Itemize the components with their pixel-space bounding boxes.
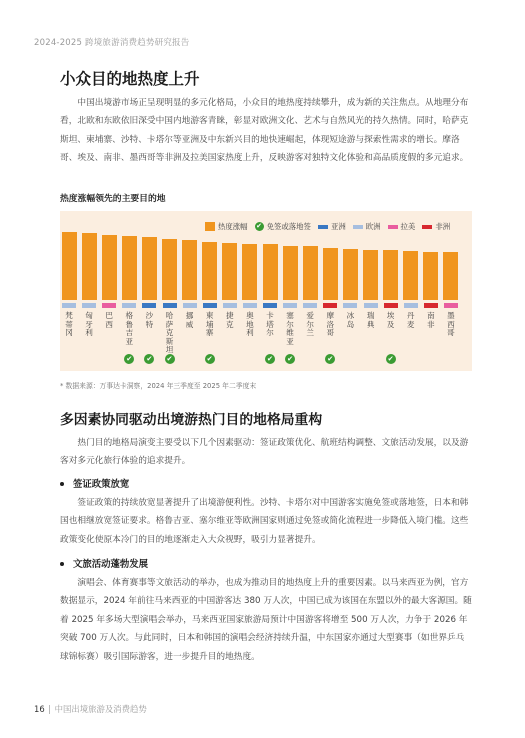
section2-intro: 热门目的地格局演变主要受以下几个因素驱动：签证政策优化、航班结构调整、文旅活动发展，以及游客对多元化旅行体验的追求提升。: [60, 438, 469, 467]
bar-12: [283, 246, 298, 300]
region-marker-7: [183, 303, 197, 308]
legend-latam: [388, 221, 416, 232]
running-header: 2024-2025 跨境旅游消费趋势研究报告: [34, 38, 190, 48]
category-label-18: 丹麦: [406, 311, 415, 329]
bullet-events-title: 文旅活动蓬勃发展: [73, 559, 149, 570]
bar-18: [403, 251, 418, 300]
bullet-events-text: 演唱会、体育赛事等文旅活动的举办，也成为推动目的地热度上升的重要因素。以马来西亚为例，官方数据显示，2024 年前往马来西亚的中国游客达 380 万人次，中国已成为该国在东盟以外的最大客源国。随着 2025 年多场大型演唱会举办，马来西亚国家旅游局预计中国游客将增至 500 万人次，力争于 2026 年突破 700 万人次。与此同时，日本和韩国的演唱会经济持续升温，中东国家亦通过大型赛事（如世界乒乓球锦标赛）吸引国际游客，进一步提升目的地热度。: [60, 578, 472, 662]
bar-20: [443, 252, 458, 300]
bar-7: [182, 240, 197, 300]
region-marker-1: [62, 303, 76, 308]
legend-heat-label: 热度涨幅: [218, 222, 248, 231]
footer-title: 中国出境旅游及消费趋势: [54, 704, 147, 714]
category-label-1: 梵蒂冈: [65, 311, 73, 338]
category-label-5: 沙特: [145, 311, 154, 329]
bullet-visa-text: 签证政策的持续放宽显著提升了出境游便利性。沙特、卡塔尔对中国游客实施免签或落地签，日本和韩国也相继放宽签证要求。格鲁吉亚、塞尔维亚等欧洲国家则通过免签或简化流程进一步降低入境门槛。这些政策变化使原本冷门的目的地逐渐走入大众视野，吸引力显著提升。: [60, 498, 469, 545]
region-marker-11: [263, 303, 277, 308]
region-marker-5: [142, 303, 156, 308]
bar-10: [242, 244, 257, 300]
region-marker-14: [323, 303, 337, 308]
category-label-17: 埃及: [386, 311, 395, 329]
chart-title: 热度涨幅领先的主要目的地: [60, 194, 166, 204]
legend-africa: [422, 221, 450, 232]
legend-asia: [318, 221, 346, 232]
region-marker-13: [303, 303, 317, 308]
region-marker-9: [223, 303, 237, 308]
legend-europe-label: 欧洲: [365, 222, 381, 231]
bar-6: [162, 239, 177, 300]
legend-europe-swatch: [353, 225, 363, 229]
visa-check-icon-6: ✔: [166, 354, 173, 363]
legend-visa: [255, 221, 311, 232]
legend-europe: [353, 221, 381, 232]
region-marker-4: [122, 303, 136, 308]
footer-divider: [49, 705, 50, 714]
bar-1: [62, 232, 77, 300]
legend-heat: [205, 221, 248, 232]
bar-16: [363, 250, 378, 300]
region-marker-10: [243, 303, 257, 308]
category-label-2: 匈牙利: [85, 311, 93, 338]
legend-visa-label: 免签或落地签: [266, 222, 311, 231]
category-label-11: 卡塔尔: [266, 311, 274, 338]
legend-asia-swatch: [318, 225, 328, 229]
bar-3: [102, 235, 117, 300]
category-label-3: 巴西: [105, 311, 113, 329]
category-label-7: 挪威: [185, 311, 194, 329]
bar-9: [222, 243, 237, 300]
region-marker-19: [424, 303, 438, 308]
legend-heat-swatch: [205, 222, 215, 231]
bar-5: [142, 237, 157, 300]
page-footer: [34, 703, 147, 715]
category-label-13: 爱尔兰: [306, 311, 314, 338]
region-marker-15: [343, 303, 357, 308]
category-label-10: 奥地利: [246, 311, 254, 338]
legend-latam-label: 拉美: [400, 222, 416, 231]
bar-19: [423, 252, 438, 300]
chart-legend: [205, 221, 457, 232]
bullet-visa-title: 签证政策放宽: [73, 479, 130, 490]
bullet-dot: [60, 562, 64, 566]
region-marker-6: [163, 303, 177, 308]
chart-source-note: * 数据来源：万事达卡洞察，2024 年三季度至 2025 年二季度末: [60, 382, 257, 390]
bar-15: [343, 249, 358, 300]
bar-4: [122, 236, 137, 300]
visa-check-icon-8: ✔: [206, 354, 213, 363]
region-marker-8: [203, 303, 217, 308]
visa-check-icon-5: ✔: [146, 354, 153, 363]
legend-africa-label: 非洲: [435, 222, 451, 231]
visa-check-icon-11: ✔: [266, 354, 274, 363]
category-label-20: 墨西哥: [447, 311, 455, 338]
category-label-9: 捷克: [226, 311, 234, 329]
category-label-19: 南非: [427, 311, 435, 329]
category-label-12: 塞尔维亚: [286, 311, 294, 346]
region-marker-20: [444, 303, 458, 308]
bullet-visa-policy: [60, 476, 129, 490]
region-marker-3: [102, 303, 116, 308]
page-number: 16: [34, 704, 45, 714]
visa-check-icon-17: ✔: [387, 354, 394, 363]
bar-11: [263, 244, 278, 300]
legend-latam-swatch: [388, 225, 398, 229]
check-icon: ✔: [256, 222, 263, 230]
category-label-6: 哈萨克斯坦: [165, 311, 174, 355]
bar-17: [383, 250, 398, 300]
bullet-dot: [60, 482, 64, 486]
category-label-14: 摩洛哥: [326, 311, 335, 338]
region-marker-2: [82, 303, 96, 308]
category-label-8: 柬埔寨: [205, 311, 214, 338]
region-marker-12: [283, 303, 297, 308]
category-label-15: 冰岛: [346, 311, 355, 329]
category-label-16: 瑞典: [366, 311, 375, 329]
legend-africa-swatch: [422, 225, 432, 229]
visa-check-icon-12: ✔: [287, 354, 294, 363]
region-marker-17: [384, 303, 398, 308]
bar-2: [82, 233, 97, 300]
bullet-cultural-events: [60, 556, 148, 570]
bar-13: [303, 246, 318, 300]
legend-asia-label: 亚洲: [330, 222, 346, 231]
bar-8: [202, 242, 217, 300]
section1-paragraph: 中国出境游市场正呈现明显的多元化格局，小众目的地热度持续攀升，成为新的关注焦点。从地理分布看，北欧和东欧依旧深受中国内地游客青睐，彰显对欧洲文化、艺术与自然风光的持久热情。同时，哈萨克斯坦、柬埔寨、沙特、卡塔尔等亚洲及中东新兴目的地快速崛起，体现短途游与探索性需求的增长。摩洛哥、埃及、南非、墨西哥等非洲及拉美国家热度上升，反映游客对独特文化体验和高品质度假的多元追求。: [60, 98, 469, 164]
category-label-4: 格鲁吉亚: [125, 311, 134, 346]
section-title-drivers: 多因素协同驱动出境游热门目的地格局重构: [60, 412, 323, 428]
region-marker-16: [364, 303, 378, 308]
region-marker-18: [404, 303, 418, 308]
visa-check-icon-4: ✔: [126, 354, 133, 363]
bar-14: [323, 248, 338, 300]
visa-check-icon-14: ✔: [327, 354, 334, 363]
section-title-niche-destinations: 小众目的地热度上升: [60, 70, 200, 88]
